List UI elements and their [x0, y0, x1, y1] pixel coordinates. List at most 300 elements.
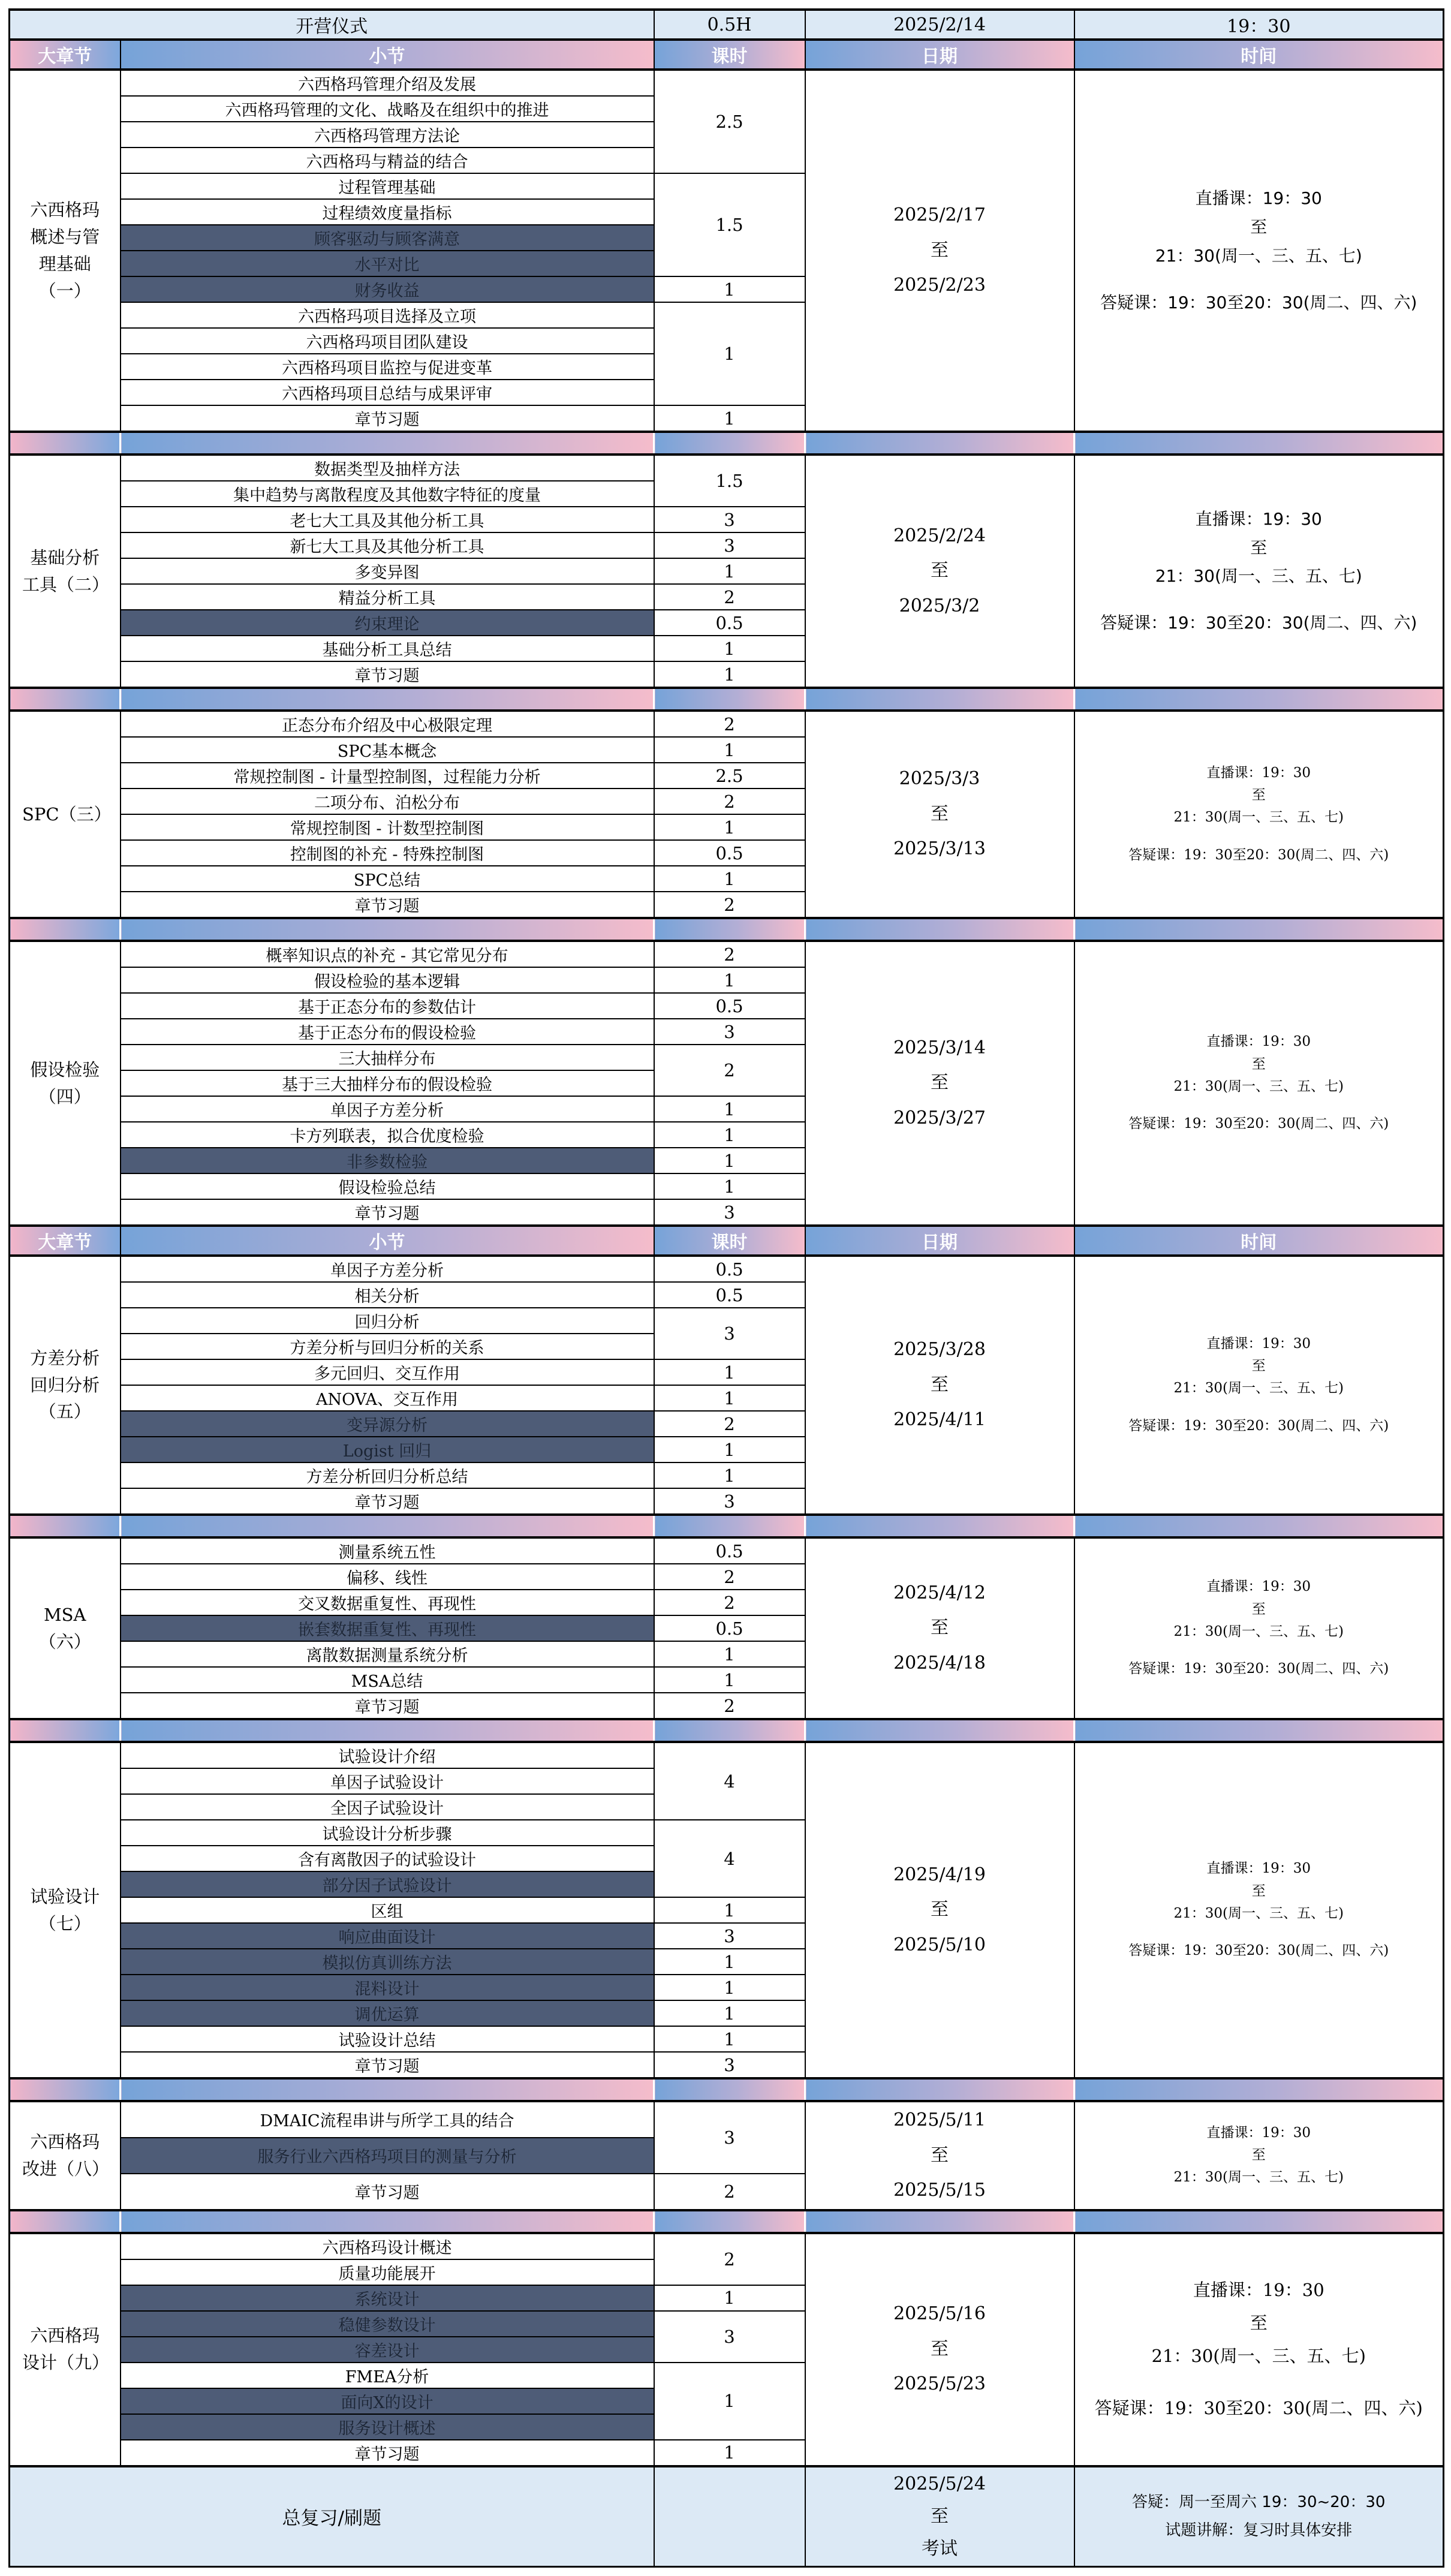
section-cell: 二项分布、泊松分布	[121, 789, 654, 814]
time-line	[1079, 591, 1440, 609]
time-cell	[1074, 1742, 1444, 2078]
section-cell: SPC总结	[121, 866, 654, 892]
section-cell: 六西格玛管理介绍及发展	[121, 70, 654, 96]
hours-cell: 3	[654, 2101, 805, 2174]
hours-cell: 3	[654, 1308, 805, 1359]
section-cell: 章节习题	[121, 2052, 654, 2078]
hours-cell: 2	[654, 1045, 805, 1096]
separator-cell	[654, 2210, 805, 2233]
separator-cell	[805, 2210, 1074, 2233]
time-line: 答疑课：19：30至20：30(周二、四、六)	[1128, 1943, 1389, 1959]
time-cell	[1074, 941, 1444, 1226]
date-line: 2025/3/28	[893, 1339, 986, 1361]
column-header-date: 日期	[805, 1226, 1074, 1256]
section-cell: 数据类型及抽样方法	[121, 455, 654, 481]
date-cell	[805, 2233, 1074, 2466]
hours-cell: 1	[654, 2440, 805, 2466]
separator-row	[10, 432, 1444, 455]
date-cell	[805, 2101, 1074, 2210]
date-cell	[805, 711, 1074, 918]
opening-time: 19：30	[1074, 10, 1444, 40]
hours-cell: 1	[654, 814, 805, 840]
section-cell: 基于三大抽样分布的假设检验	[121, 1070, 654, 1096]
time-line: 答疑课：19：30至20：30(周二、四、六)	[1128, 847, 1389, 863]
separator-cell	[10, 918, 121, 941]
separator-row	[10, 1515, 1444, 1537]
separator-cell	[10, 688, 121, 711]
section-cell: 离散数据测量系统分析	[121, 1641, 654, 1667]
column-header-hours: 课时	[654, 1226, 805, 1256]
section-cell: 方差分析与回归分析的关系	[121, 1334, 654, 1359]
section-cell: 六西格玛管理方法论	[121, 122, 654, 148]
time-cell	[1074, 2101, 1444, 2210]
section-cell: 全因子试验设计	[121, 1794, 654, 1820]
time-line: 直播课：19：30	[1195, 508, 1322, 529]
chapter-name: 六西格玛设计（九）	[10, 2233, 121, 2466]
column-header-time: 时间	[1074, 1226, 1444, 1256]
separator-cell	[654, 1515, 805, 1537]
separator-cell	[654, 1719, 805, 1742]
date-cell	[805, 455, 1074, 688]
hours-cell: 1	[654, 2285, 805, 2311]
hours-cell: 1	[654, 1173, 805, 1199]
column-header-row	[10, 40, 1444, 70]
section-cell: 六西格玛项目团队建设	[121, 328, 654, 354]
section-cell: 章节习题	[121, 2174, 654, 2210]
separator-cell	[805, 1515, 1074, 1537]
separator-cell	[805, 2078, 1074, 2101]
hours-cell: 1	[654, 1641, 805, 1667]
hours-cell: 2	[654, 1590, 805, 1615]
hours-cell: 1	[654, 636, 805, 661]
hours-cell: 1	[654, 1148, 805, 1173]
time-line	[1079, 1098, 1440, 1113]
separator-cell	[10, 1719, 121, 1742]
section-cell: 面向X的设计	[121, 2388, 654, 2414]
separator-cell	[1074, 1719, 1444, 1742]
section-cell: FMEA分析	[121, 2363, 654, 2388]
separator-row	[10, 1719, 1444, 1742]
separator-row	[10, 2210, 1444, 2233]
section-cell: 六西格玛设计概述	[121, 2233, 654, 2259]
course-schedule-table	[8, 8, 1444, 2568]
date-line: 至	[931, 2338, 949, 2360]
hours-cell: 2.5	[654, 763, 805, 789]
date-line: 2025/5/23	[893, 2373, 986, 2395]
time-line: 至	[1251, 1883, 1266, 1899]
hours-cell: 1	[654, 866, 805, 892]
time-line: 21：30(周一、三、五、七)	[1173, 2169, 1344, 2186]
separator-cell	[805, 918, 1074, 941]
section-cell: 正态分布介绍及中心极限定理	[121, 711, 654, 737]
section-cell: 章节习题	[121, 1488, 654, 1515]
time-line: 直播课：19：30	[1206, 1861, 1311, 1877]
separator-cell	[1074, 1515, 1444, 1537]
hours-cell: 1	[654, 1385, 805, 1411]
time-cell	[1074, 711, 1444, 918]
section-cell: 区组	[121, 1897, 654, 1923]
hours-cell: 4	[654, 1742, 805, 1820]
separator-cell	[1074, 2078, 1444, 2101]
date-line: 2025/3/27	[893, 1107, 986, 1128]
hours-cell: 2	[654, 789, 805, 814]
section-row	[10, 2101, 1444, 2138]
time-line: 21：30(周一、三、五、七)	[1173, 1905, 1344, 1921]
separator-cell	[10, 1515, 121, 1537]
time-line: 至	[1250, 217, 1268, 237]
hours-cell: 1	[654, 1667, 805, 1693]
section-cell: 多元回归、交互作用	[121, 1359, 654, 1385]
hours-cell: 1	[654, 1462, 805, 1488]
section-cell: MSA总结	[121, 1667, 654, 1693]
hours-cell: 1	[654, 302, 805, 405]
time-cell	[1074, 2233, 1444, 2466]
time-line: 直播课：19：30	[1195, 188, 1322, 209]
chapter-name: 试验设计（七）	[10, 1742, 121, 2078]
final-review-time	[1074, 2466, 1444, 2567]
hours-cell: 1	[654, 2026, 805, 2052]
date-line: 2025/2/24	[893, 525, 986, 546]
date-line: 考试	[922, 2538, 958, 2559]
time-cell	[1074, 455, 1444, 688]
section-cell: 方差分析回归分析总结	[121, 1462, 654, 1488]
date-line: 2025/4/12	[893, 1582, 986, 1603]
hours-cell: 1	[654, 2000, 805, 2026]
column-header-time: 时间	[1074, 40, 1444, 70]
time-line: 至	[1250, 537, 1268, 558]
time-cell	[1074, 1256, 1444, 1515]
section-row	[10, 455, 1444, 481]
time-line: 直播课：19：30	[1206, 765, 1311, 781]
time-cell	[1074, 70, 1444, 432]
time-line: 至	[1251, 1601, 1266, 1617]
hours-cell: 1	[654, 1949, 805, 1975]
separator-cell	[121, 918, 654, 941]
section-cell: 六西格玛项目选择及立项	[121, 302, 654, 328]
section-cell: 调优运算	[121, 2000, 654, 2026]
opening-row	[10, 10, 1444, 40]
section-cell: 服务行业六西格玛项目的测量与分析	[121, 2138, 654, 2174]
time-line: 21：30(周一、三、五、七)	[1155, 245, 1362, 266]
section-cell: 卡方列联表，拟合优度检验	[121, 1122, 654, 1148]
section-cell: 章节习题	[121, 1693, 654, 1719]
time-line	[1079, 2373, 1440, 2392]
section-cell: SPC基本概念	[121, 737, 654, 763]
hours-cell: 1	[654, 1897, 805, 1923]
time-line: 21：30(周一、三、五、七)	[1173, 809, 1344, 826]
time-line: 至	[1250, 2312, 1268, 2333]
section-cell: 精益分析工具	[121, 584, 654, 610]
section-cell: 质量功能展开	[121, 2259, 654, 2285]
date-line: 2025/5/10	[893, 1934, 986, 1955]
time-line: 直播课：19：30	[1206, 2124, 1311, 2141]
separator-cell	[121, 1515, 654, 1537]
chapter-name: 六西格玛改进（八）	[10, 2101, 121, 2210]
hours-cell: 1	[654, 737, 805, 763]
section-cell: 三大抽样分布	[121, 1045, 654, 1070]
section-cell: 六西格玛项目总结与成果评审	[121, 380, 654, 405]
chapter-name: 方差分析回归分析（五）	[10, 1256, 121, 1515]
hours-cell: 0.5	[654, 1537, 805, 1564]
section-row	[10, 1256, 1444, 1282]
opening-date: 2025/2/14	[805, 10, 1074, 40]
column-header-date: 日期	[805, 40, 1074, 70]
section-cell: 测量系统五性	[121, 1537, 654, 1564]
time-line	[1079, 1925, 1440, 1940]
time-line: 21：30(周一、三、五、七)	[1173, 1623, 1344, 1639]
section-cell: 水平对比	[121, 251, 654, 276]
separator-cell	[805, 688, 1074, 711]
chapter-name: 六西格玛概述与管理基础（一）	[10, 70, 121, 432]
time-line	[1079, 829, 1440, 844]
separator-cell	[10, 2078, 121, 2101]
separator-cell	[121, 688, 654, 711]
column-header-hours: 课时	[654, 40, 805, 70]
section-cell: 偏移、线性	[121, 1564, 654, 1590]
section-cell: 概率知识点的补充 - 其它常见分布	[121, 941, 654, 967]
date-line: 至	[931, 1072, 949, 1094]
section-cell: 试验设计总结	[121, 2026, 654, 2052]
separator-cell	[121, 1719, 654, 1742]
column-header-chapter: 大章节	[10, 40, 121, 70]
section-cell: 部分因子试验设计	[121, 1871, 654, 1897]
hours-cell: 2	[654, 1411, 805, 1437]
column-header-row	[10, 1226, 1444, 1256]
section-cell: 模拟仿真训练方法	[121, 1949, 654, 1975]
section-cell: 单因子方差分析	[121, 1256, 654, 1282]
section-cell: 章节习题	[121, 661, 654, 688]
hours-cell: 1	[654, 1359, 805, 1385]
section-row	[10, 1742, 1444, 1768]
section-row	[10, 711, 1444, 737]
section-cell: 非参数检验	[121, 1148, 654, 1173]
hours-cell: 3	[654, 2052, 805, 2078]
opening-hours: 0.5H	[654, 10, 805, 40]
time-line: 21：30(周一、三、五、七)	[1155, 566, 1362, 586]
section-cell: 六西格玛管理的文化、战略及在组织中的推进	[121, 96, 654, 122]
hours-cell: 1	[654, 1096, 805, 1122]
section-cell: 过程管理基础	[121, 173, 654, 199]
date-line: 2025/3/3	[899, 768, 980, 790]
time-line: 直播课：19：30	[1206, 1335, 1311, 1352]
time-line: 直播课：19：30	[1206, 1579, 1311, 1595]
separator-cell	[10, 2210, 121, 2233]
hours-cell: 0.5	[654, 1282, 805, 1308]
time-line: 答疑课：19：30至20：30(周二、四、六)	[1100, 613, 1417, 633]
hours-cell: 4	[654, 1820, 805, 1897]
section-row	[10, 2233, 1444, 2259]
separator-cell	[654, 432, 805, 455]
hours-cell: 0.5	[654, 840, 805, 866]
hours-cell: 2	[654, 2174, 805, 2210]
date-cell	[805, 1537, 1074, 1719]
section-cell: 多变异图	[121, 558, 654, 584]
separator-cell	[1074, 688, 1444, 711]
final-review-hours	[654, 2466, 805, 2567]
time-line: 至	[1251, 787, 1266, 804]
time-line	[1079, 1643, 1440, 1658]
section-cell: 基于正态分布的参数估计	[121, 993, 654, 1019]
date-line: 2025/5/15	[893, 2180, 986, 2201]
section-cell: 假设检验的基本逻辑	[121, 967, 654, 993]
section-cell: 变异源分析	[121, 1411, 654, 1437]
separator-cell	[10, 432, 121, 455]
hours-cell: 1	[654, 2363, 805, 2440]
hours-cell: 1	[654, 967, 805, 993]
time-line: 21：30(周一、三、五、七)	[1173, 1380, 1344, 1397]
section-cell: 试验设计介绍	[121, 1742, 654, 1768]
separator-cell	[805, 1719, 1074, 1742]
section-cell: 财务收益	[121, 276, 654, 302]
time-line	[1079, 270, 1440, 288]
hours-cell: 0.5	[654, 993, 805, 1019]
separator-cell	[654, 688, 805, 711]
hours-cell: 1.5	[654, 455, 805, 507]
final-review-title: 总复习/刷题	[10, 2466, 654, 2567]
section-cell: 章节习题	[121, 405, 654, 432]
section-cell: 系统设计	[121, 2285, 654, 2311]
section-cell: 回归分析	[121, 1308, 654, 1334]
separator-cell	[1074, 2210, 1444, 2233]
separator-row	[10, 2078, 1444, 2101]
date-line: 至	[931, 2144, 949, 2166]
time-line: 试题讲解：复习时具体安排	[1165, 2521, 1353, 2539]
section-cell: 基础分析工具总结	[121, 636, 654, 661]
date-cell	[805, 1256, 1074, 1515]
separator-cell	[1074, 432, 1444, 455]
date-line: 2025/4/18	[893, 1652, 986, 1674]
date-cell	[805, 70, 1074, 432]
column-header-section: 小节	[121, 40, 654, 70]
hours-cell: 0.5	[654, 1615, 805, 1641]
column-header-chapter: 大章节	[10, 1226, 121, 1256]
section-cell: 控制图的补充 - 特殊控制图	[121, 840, 654, 866]
separator-cell	[121, 2078, 654, 2101]
date-line: 2025/4/11	[893, 1409, 986, 1431]
hours-cell: 1	[654, 1437, 805, 1462]
time-line: 21：30(周一、三、五、七)	[1173, 1078, 1344, 1094]
section-cell: 相关分析	[121, 1282, 654, 1308]
section-cell: 交叉数据重复性、再现性	[121, 1590, 654, 1615]
date-cell	[805, 941, 1074, 1226]
date-line: 2025/3/14	[893, 1037, 986, 1058]
section-cell: 嵌套数据重复性、再现性	[121, 1615, 654, 1641]
section-cell: 单因子方差分析	[121, 1096, 654, 1122]
date-line: 2025/2/23	[893, 275, 986, 296]
section-cell: 六西格玛项目监控与促进变革	[121, 354, 654, 380]
time-line: 21：30(周一、三、五、七)	[1151, 2346, 1366, 2367]
section-cell: 混料设计	[121, 1975, 654, 2000]
date-line: 至	[931, 803, 949, 824]
section-cell: 集中趋势与离散程度及其他数字特征的度量	[121, 481, 654, 507]
section-cell: 章节习题	[121, 892, 654, 918]
section-cell: Logist 回归	[121, 1437, 654, 1462]
time-line: 直播课：19：30	[1206, 1034, 1311, 1050]
date-line: 2025/4/19	[893, 1864, 986, 1885]
date-line: 2025/3/2	[899, 595, 980, 616]
hours-cell: 1	[654, 276, 805, 302]
time-line	[1079, 1400, 1440, 1415]
hours-cell: 1	[654, 558, 805, 584]
date-line: 至	[931, 239, 949, 261]
time-line: 直播课：19：30	[1193, 2279, 1324, 2300]
chapter-name: 基础分析工具（二）	[10, 455, 121, 688]
hours-cell: 2.5	[654, 70, 805, 173]
separator-cell	[121, 432, 654, 455]
separator-cell	[1074, 918, 1444, 941]
hours-cell: 3	[654, 1019, 805, 1045]
section-cell: 基于正态分布的假设检验	[121, 1019, 654, 1045]
hours-cell: 0.5	[654, 1256, 805, 1282]
section-cell: 假设检验总结	[121, 1173, 654, 1199]
section-cell: 过程绩效度量指标	[121, 199, 654, 225]
section-cell: 六西格玛与精益的结合	[121, 148, 654, 173]
hours-cell: 2	[654, 892, 805, 918]
date-line: 2025/5/24	[893, 2473, 986, 2494]
section-cell: 章节习题	[121, 2440, 654, 2466]
section-cell: 约束理论	[121, 610, 654, 636]
section-cell: 单因子试验设计	[121, 1768, 654, 1794]
hours-cell: 3	[654, 1199, 805, 1226]
date-line: 2025/2/17	[893, 204, 986, 226]
hours-cell: 0.5	[654, 610, 805, 636]
separator-cell	[654, 2078, 805, 2101]
section-cell: 含有离散因子的试验设计	[121, 1846, 654, 1871]
hours-cell: 1	[654, 1122, 805, 1148]
hours-cell: 2	[654, 1693, 805, 1719]
date-line: 2025/5/16	[893, 2303, 986, 2325]
separator-cell	[654, 918, 805, 941]
opening-title: 开营仪式	[10, 10, 654, 40]
time-cell	[1074, 1537, 1444, 1719]
hours-cell: 3	[654, 2311, 805, 2363]
section-row	[10, 70, 1444, 96]
section-cell: 常规控制图 - 计数型控制图	[121, 814, 654, 840]
time-line: 答疑课：19：30至20：30(周二、四、六)	[1128, 1116, 1389, 1132]
section-cell: 常规控制图 - 计量型控制图，过程能力分析	[121, 763, 654, 789]
hours-cell: 2	[654, 584, 805, 610]
separator-row	[10, 688, 1444, 711]
final-review-date	[805, 2466, 1074, 2567]
date-line: 2025/5/11	[893, 2109, 986, 2130]
section-cell: 试验设计分析步骤	[121, 1820, 654, 1846]
section-cell: 顾客驱动与顾客满意	[121, 225, 654, 251]
time-line: 答疑课：19：30至20：30(周二、四、六)	[1100, 292, 1417, 312]
hours-cell: 3	[654, 1923, 805, 1949]
section-cell: ANOVA、交互作用	[121, 1385, 654, 1411]
time-line: 至	[1251, 2147, 1266, 2163]
date-line: 至	[931, 1899, 949, 1921]
time-line: 答疑：周一至周六 19：30~20：30	[1132, 2493, 1386, 2511]
time-line: 答疑课：19：30至20：30(周二、四、六)	[1128, 1418, 1389, 1434]
time-line: 至	[1251, 1056, 1266, 1072]
separator-cell	[805, 432, 1074, 455]
section-cell: 响应曲面设计	[121, 1923, 654, 1949]
hours-cell: 1	[654, 661, 805, 688]
section-cell: DMAIC流程串讲与所学工具的结合	[121, 2101, 654, 2138]
column-header-section: 小节	[121, 1226, 654, 1256]
hours-cell: 1	[654, 405, 805, 432]
hours-cell: 2	[654, 2233, 805, 2285]
hours-cell: 3	[654, 1488, 805, 1515]
date-line: 至	[931, 560, 949, 582]
time-line: 答疑课：19：30至20：30(周二、四、六)	[1128, 1661, 1389, 1677]
hours-cell: 3	[654, 507, 805, 532]
hours-cell: 1	[654, 1975, 805, 2000]
hours-cell: 2	[654, 941, 805, 967]
hours-cell: 1.5	[654, 173, 805, 276]
date-cell	[805, 1742, 1074, 2078]
